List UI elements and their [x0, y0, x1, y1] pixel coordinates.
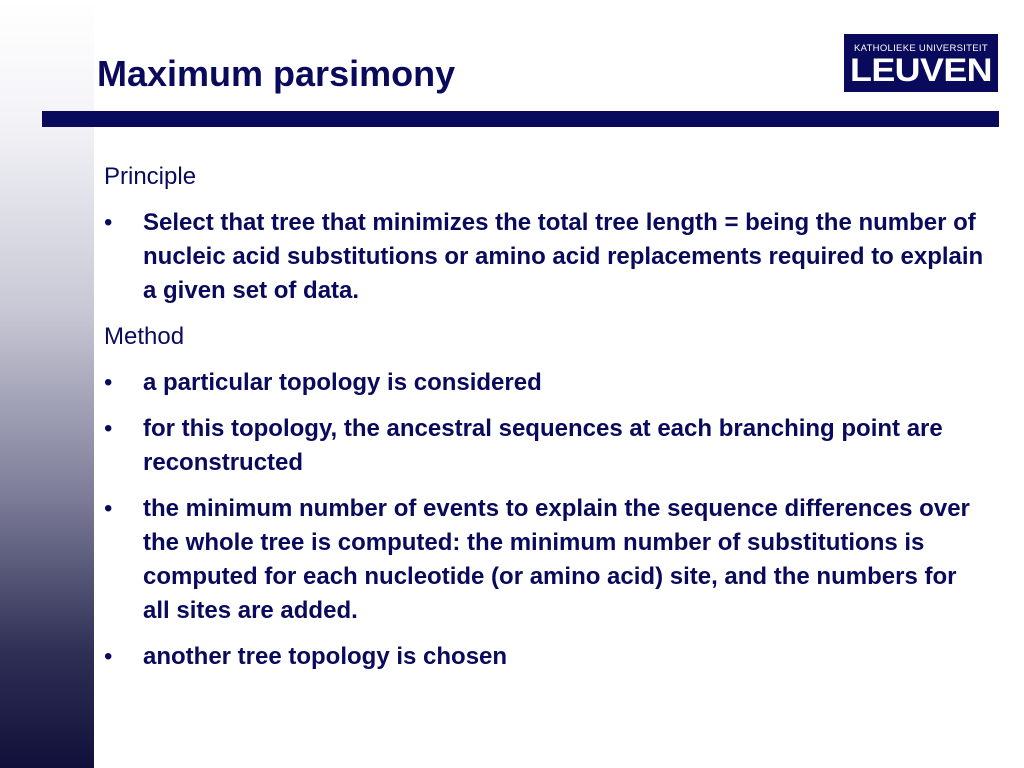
- logo-bottom-text: LEUVEN: [849, 52, 992, 88]
- bullet-text: the minimum number of events to explain the sequence differences over the whole tree is computed: the minimum number of substitutions is computed for each nucleotide (or amino acid) site, and the numbers for all sites are added.: [143, 495, 970, 624]
- bullet-text: for this topology, the ancestral sequences at each branching point are reconstructed: [143, 415, 943, 476]
- university-logo: [844, 34, 998, 92]
- method-bullet-list: [104, 366, 984, 674]
- bullet-item: [104, 366, 984, 400]
- section-heading-method: Method: [104, 323, 185, 350]
- bullet-text: another tree topology is chosen: [143, 643, 508, 670]
- logo-top-text: KATHOLIEKE UNIVERSITEIT: [854, 43, 988, 54]
- slide-content: [104, 160, 984, 686]
- bullet-dot: •: [104, 643, 113, 670]
- bullet-dot: •: [104, 415, 113, 442]
- slide-title: Maximum parsimony: [97, 53, 456, 94]
- bullet-dot: •: [104, 369, 113, 396]
- bullet-dot: •: [104, 209, 113, 236]
- section-method: [104, 320, 984, 674]
- bullet-dot: •: [104, 495, 113, 522]
- bullet-text: a particular topology is considered: [143, 369, 542, 396]
- bullet-item: [104, 492, 984, 628]
- bullet-item: [104, 640, 984, 674]
- principle-bullet-list: [104, 206, 984, 308]
- section-principle: [104, 160, 984, 308]
- header-divider-bar: [42, 111, 999, 127]
- bullet-item: [104, 412, 984, 480]
- bullet-text: Select that tree that minimizes the total tree length = being the number of nucleic acid substitutions or amino acid replacements required to explain a given set of data.: [143, 209, 984, 304]
- section-heading-principle: Principle: [104, 163, 197, 190]
- bullet-item: [104, 206, 984, 308]
